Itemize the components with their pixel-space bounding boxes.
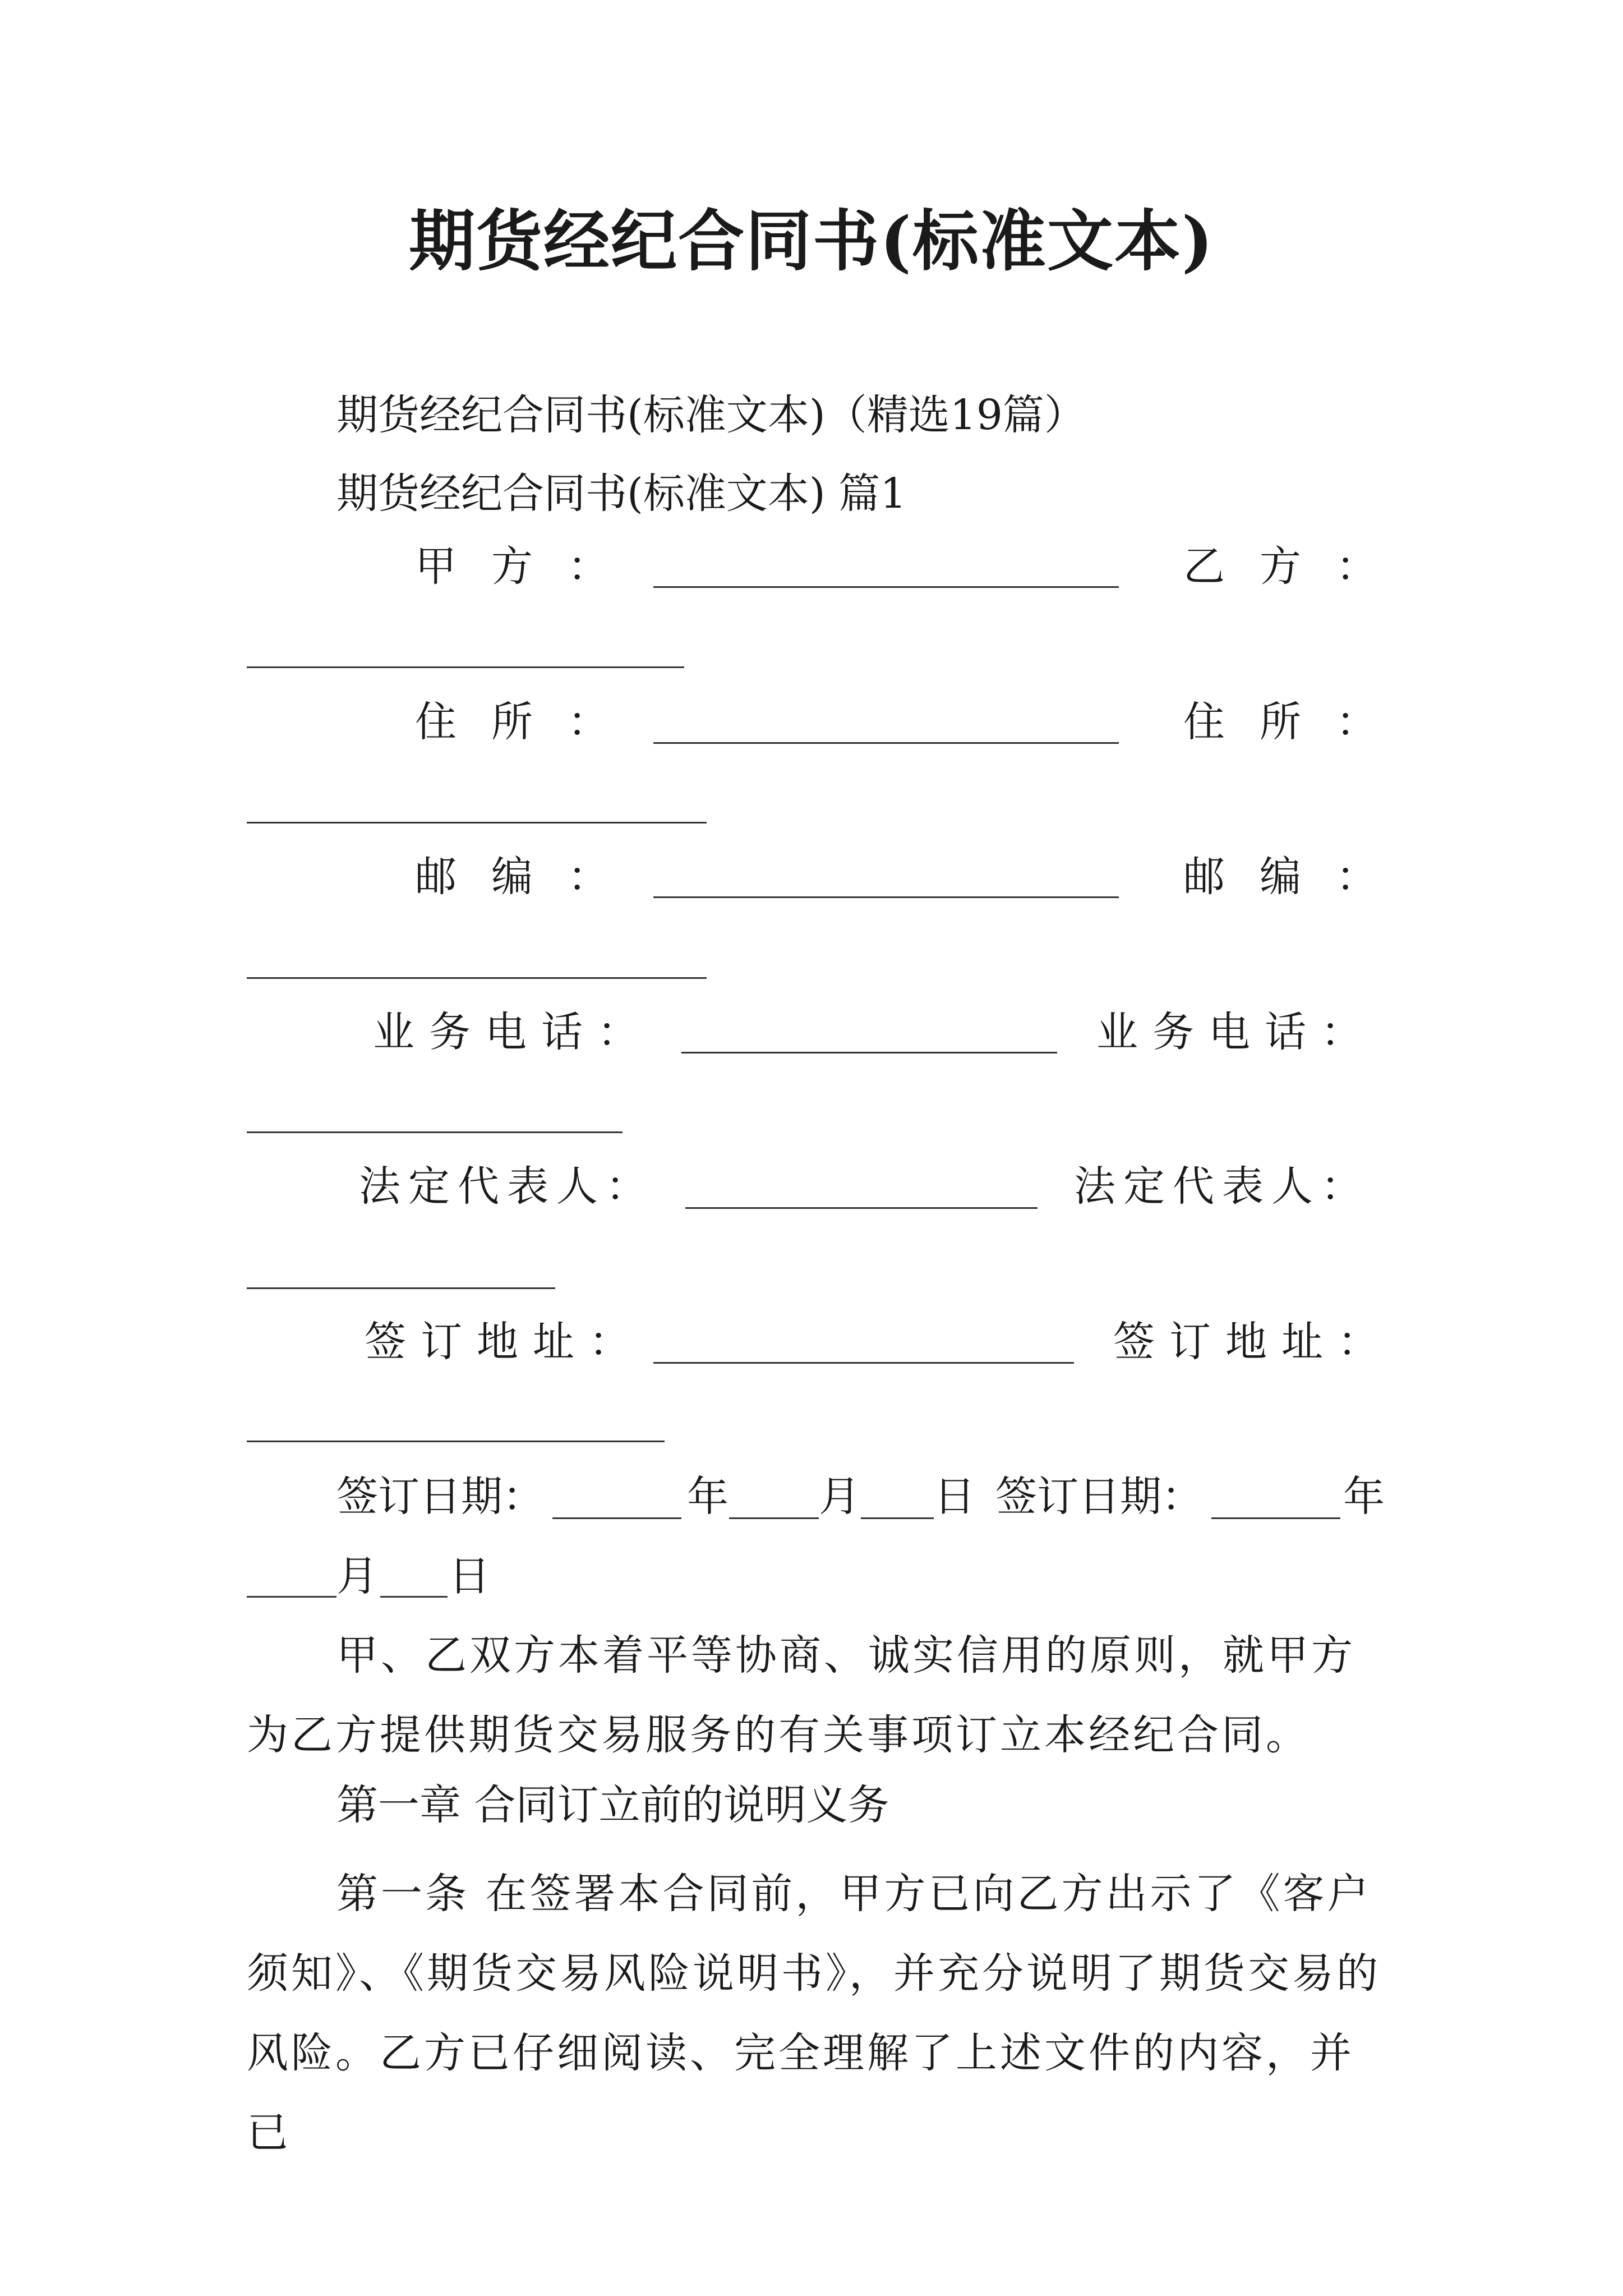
sign-date-b-day-blank [380,1596,448,1598]
postcode-a-blank [653,896,1119,898]
sign-address-b-label: 签订地址： [1113,1318,1394,1366]
legal-rep-b-blank [247,1287,555,1289]
postcode-b-blank [247,977,707,979]
phone-a-blank [681,1052,1057,1053]
sign-date-a-day: 日 [934,1473,975,1521]
sign-date-b-month: 月 [336,1552,378,1600]
party-b-label: 乙方： [1183,542,1412,591]
sign-date-a-year-blank [552,1517,681,1519]
postcode-b-label: 邮编： [1183,853,1412,901]
party-a-blank [653,586,1119,588]
sign-address-b-blank [247,1441,665,1442]
chapter-heading: 第一章 合同订立前的说明义务 [336,1781,889,1829]
sign-date-a-label: 签订日期： [336,1473,544,1521]
sign-date-b-label: 签订日期： [995,1473,1203,1521]
sign-date-a-day-blank [861,1517,934,1519]
party-a-label: 甲方： [415,542,644,591]
phone-b-blank [247,1131,623,1133]
address-a-label: 住所： [415,698,644,746]
address-b-blank [247,822,707,823]
sign-date-b-day: 日 [449,1552,490,1600]
postcode-a-label: 邮编： [415,853,644,901]
sign-date-b-month-blank [247,1596,336,1598]
sign-date-a-month: 月 [819,1473,860,1521]
sign-date-a-month-blank [729,1517,819,1519]
sign-date-a-year: 年 [687,1473,728,1521]
sign-address-a-label: 签订地址： [365,1318,645,1366]
intro-paragraph: 甲、乙双方本着平等协商、诚实信用的原则，就甲方为乙方提供期货交易服务的有关事项订立本经纪合同。 [247,1631,1355,1759]
phone-a-label: 业务电话： [373,1008,653,1056]
party-b-blank [247,666,684,668]
legal-rep-b-label: 法定代表人： [1074,1162,1370,1211]
sign-date-b-year-blank [1211,1517,1340,1519]
section-heading: 期货经纪合同书(标准文本) 篇1 [336,470,907,518]
legal-rep-a-label: 法定代表人： [359,1162,655,1211]
article-1-paragraph: 第一条 在签署本合同前，甲方已向乙方出示了《客户须知》、《期货交易风险说明书》，并充分说明了期货交易的风险。乙方已仔细阅读、完全理解了上述文件的内容，并已 [247,1870,1381,2157]
legal-rep-a-blank [685,1207,1038,1209]
address-a-blank [653,742,1119,744]
phone-b-label: 业务电话： [1096,1008,1377,1056]
document-subtitle: 期货经纪合同书(标准文本)（精选19篇） [336,391,1086,439]
sign-address-a-blank [653,1362,1074,1364]
address-b-label: 住所： [1183,698,1412,746]
document-title: 期货经纪合同书(标准文本) [409,202,1214,280]
sign-date-b-year: 年 [1343,1473,1385,1521]
